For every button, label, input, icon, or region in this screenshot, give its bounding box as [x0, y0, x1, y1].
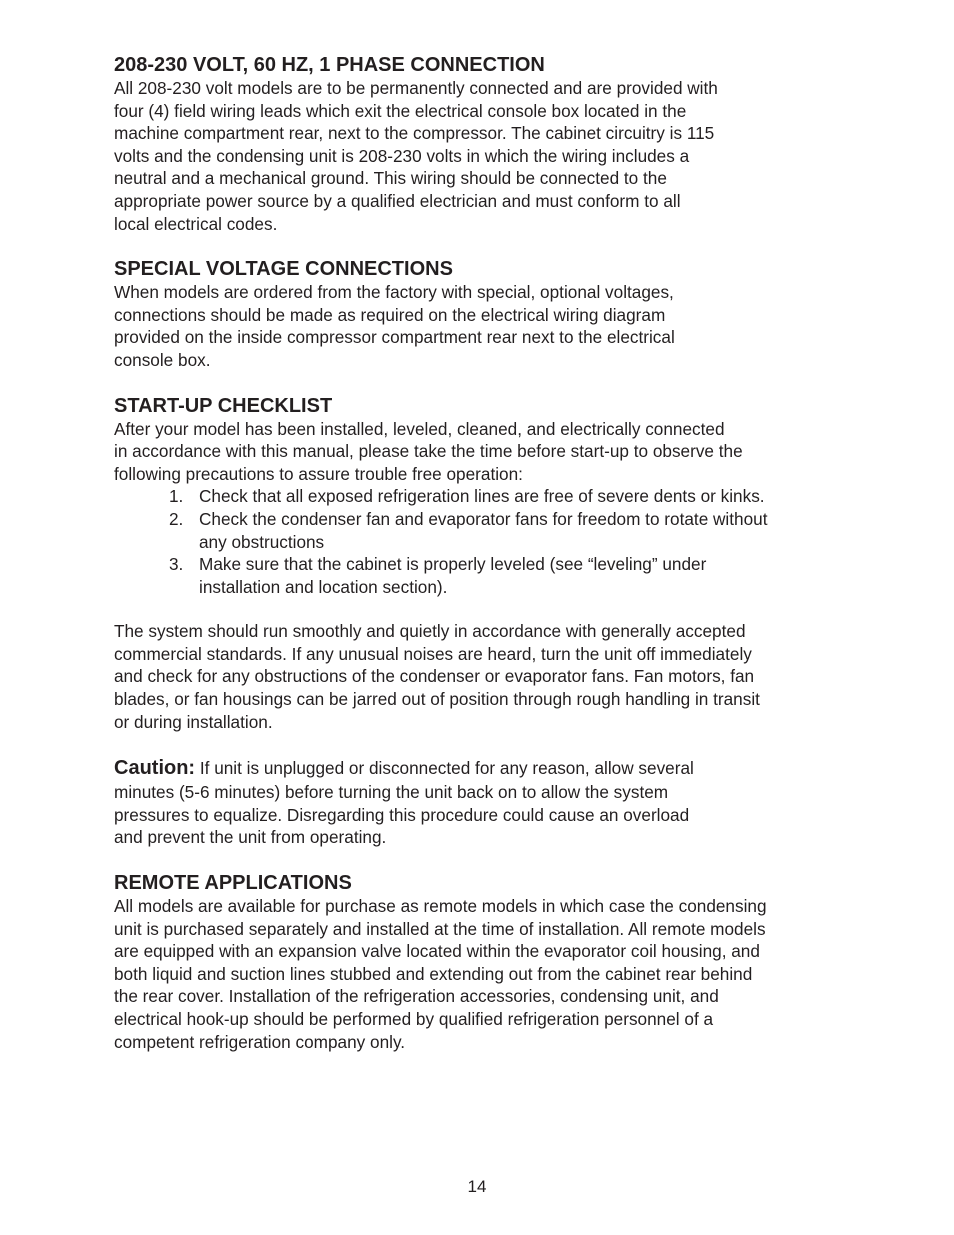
remote-applications-section — [114, 871, 844, 1053]
special-voltage-paragraph — [114, 281, 844, 371]
caution-first-text: If unit is unplugged or disconnected for any reason, allow several — [195, 758, 694, 779]
startup-checklist-section — [114, 394, 844, 734]
text-line: The system should run smoothly and quietly in accordance with generally accepted — [114, 621, 746, 642]
text-line: commercial standards. If any unusual noises are heard, turn the unit off immediately — [114, 643, 752, 664]
remote-applications-heading: REMOTE APPLICATIONS — [114, 872, 352, 895]
caution-label: Caution: — [114, 757, 196, 780]
system-operation-paragraph — [114, 620, 844, 733]
spacer — [114, 235, 844, 257]
text-line: the rear cover. Installation of the refrigeration accessories, condensing unit, and — [114, 986, 719, 1007]
text-line: local electrical codes. — [114, 213, 278, 234]
checklist-item-number: 2. — [169, 508, 184, 529]
special-voltage-section — [114, 257, 844, 371]
checklist-item-number: 1. — [169, 486, 184, 507]
checklist-item — [114, 553, 844, 598]
page-number: 14 — [467, 1177, 487, 1196]
text-line: Check the condenser fan and evaporator fans for freedom to rotate without — [199, 508, 768, 529]
checklist-item — [114, 508, 844, 553]
startup-checklist — [114, 485, 844, 598]
text-line: connections should be made as required on the electrical wiring diagram — [114, 304, 666, 325]
spacer — [114, 598, 844, 620]
text-line: Check that all exposed refrigeration lines are free of severe dents or kinks. — [199, 486, 765, 507]
spacer — [114, 733, 844, 755]
text-line: console box. — [114, 349, 211, 370]
startup-checklist-heading: START-UP CHECKLIST — [114, 394, 333, 417]
text-line: provided on the inside compressor compartment rear next to the electrical — [114, 327, 675, 348]
document-page — [114, 53, 844, 1053]
text-line: four (4) field wiring leads which exit the electrical console box located in the — [114, 100, 687, 121]
text-line: installation and location section). — [199, 576, 448, 597]
caution-section — [114, 755, 844, 849]
text-line: unit is purchased separately and installed at the time of installation. All remote models — [114, 918, 766, 939]
text-line: and prevent the unit from operating. — [114, 827, 387, 848]
caution-first-line — [114, 755, 844, 781]
spacer — [114, 849, 844, 871]
voltage-connection-paragraph — [114, 77, 844, 235]
text-line: All models are available for purchase as remote models in which case the condensing — [114, 896, 767, 917]
text-line: electrical hook-up should be performed by qualified refrigeration personnel of a — [114, 1009, 714, 1029]
text-line: pressures to equalize. Disregarding this procedure could cause an overload — [114, 804, 690, 825]
remote-applications-paragraph — [114, 895, 844, 1053]
text-line: When models are ordered from the factory with special, optional voltages, — [114, 282, 674, 303]
checklist-item — [114, 485, 844, 508]
text-line: neutral and a mechanical ground. This wiring should be connected to the — [114, 168, 667, 189]
checklist-item-number: 3. — [169, 554, 184, 575]
voltage-connection-heading: 208-230 VOLT, 60 HZ, 1 PHASE CONNECTION — [114, 54, 545, 76]
text-line: machine compartment rear, next to the compressor. The cabinet circuitry is 115 — [114, 123, 715, 144]
spacer — [114, 372, 844, 394]
text-line: All 208-230 volt models are to be permanently connected and are provided with — [114, 78, 718, 98]
text-line: in accordance with this manual, please take the time before start-up to observe the — [114, 441, 743, 462]
text-line: and check for any obstructions of the condenser or evaporator fans. Fan motors, fan — [114, 666, 755, 687]
text-line: competent refrigeration company only. — [114, 1031, 406, 1052]
text-line: any obstructions — [199, 531, 325, 552]
text-line: After your model has been installed, leveled, cleaned, and electrically connected — [114, 418, 725, 439]
text-line: Make sure that the cabinet is properly leveled (see “leveling” under — [199, 554, 707, 575]
voltage-connection-section — [114, 53, 844, 235]
text-line: blades, or fan housings can be jarred out of position through rough handling in transit — [114, 689, 760, 710]
text-line: or during installation. — [114, 711, 273, 732]
special-voltage-heading: SPECIAL VOLTAGE CONNECTIONS — [114, 258, 453, 281]
text-line: are equipped with an expansion valve located within the evaporator coil housing, and — [114, 941, 760, 962]
text-line: appropriate power source by a qualified electrician and must conform to all — [114, 190, 681, 211]
text-line: volts and the condensing unit is 208-230 volts in which the wiring includes a — [114, 145, 690, 166]
startup-intro-paragraph — [114, 418, 844, 486]
caution-paragraph — [114, 755, 844, 849]
text-line: minutes (5-6 minutes) before turning the unit back on to allow the system — [114, 782, 669, 803]
text-line: both liquid and suction lines stubbed and extending out from the cabinet rear behind — [114, 963, 753, 984]
text-line: following precautions to assure trouble free operation: — [114, 463, 523, 484]
